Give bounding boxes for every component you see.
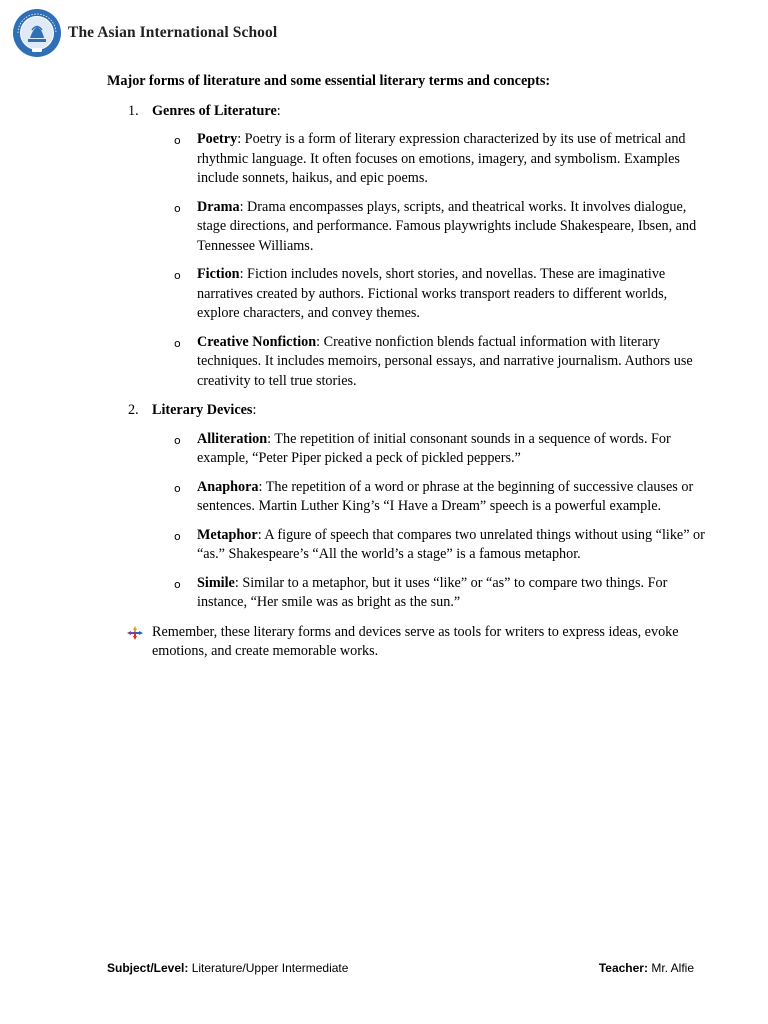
- list-item: [152, 430, 707, 469]
- list-item: [152, 478, 707, 517]
- list-item: [152, 130, 707, 189]
- document-title: Major forms of literature and some essential literary terms and concepts:: [107, 73, 551, 89]
- term: Fiction: [197, 266, 240, 282]
- term: Simile: [197, 574, 235, 591]
- list-item: [152, 198, 707, 257]
- definition: : Creative nonfiction blends factual information with literary techniques. It includes memoirs, personal essays, and narrative journalism. Authors use creativity to tell true stories.: [197, 333, 693, 389]
- section-heading-text: Genres of Literature: [152, 102, 277, 119]
- school-name: The Asian International School: [68, 24, 278, 41]
- subject-label: Subject/Level:: [107, 961, 189, 975]
- list-item: [152, 265, 707, 324]
- subject-value: Literature/Upper Intermediate: [188, 961, 349, 975]
- school-crest-logo: [12, 8, 62, 58]
- section-number: 1.: [128, 102, 139, 119]
- closing-note: [107, 623, 707, 662]
- term: Creative Nonfiction: [197, 333, 317, 350]
- note-text: Remember, these literary forms and devices serve as tools for writers to express ideas, evoke emotions, and create memorable works.: [152, 623, 679, 659]
- heading-colon: :: [276, 102, 281, 119]
- hollow-bullet-icon: o: [174, 269, 181, 282]
- page-footer: [107, 961, 694, 975]
- genre-list: [152, 130, 707, 391]
- hollow-bullet-icon: o: [174, 336, 181, 350]
- section-number: 2.: [128, 402, 139, 418]
- term: Poetry: [197, 131, 238, 147]
- hollow-bullet-icon: o: [174, 529, 181, 543]
- definition: : The repetition of a word or phrase at the beginning of successive clauses or sentences. Martin Luther King’s “I Have a Dream” speech is a powerful example.: [197, 478, 694, 514]
- section-heading: [152, 102, 707, 122]
- section-literary-devices: [107, 401, 707, 613]
- section-heading: [152, 401, 707, 421]
- hollow-bullet-icon: o: [174, 433, 181, 447]
- four-arrows-bullet-icon: [127, 626, 143, 640]
- section-genres: [107, 102, 707, 392]
- device-list: [152, 430, 707, 613]
- page-header: [12, 8, 277, 58]
- heading-colon: :: [252, 402, 257, 418]
- hollow-bullet-icon: o: [174, 577, 181, 591]
- term: Alliteration: [197, 430, 268, 447]
- footer-teacher: [599, 961, 694, 975]
- list-item: [152, 574, 707, 613]
- definition: : A figure of speech that compares two unrelated things without using “like” or “as.” Shakespeare’s “All the world’s a stage” is a famous metaphor.: [197, 526, 705, 562]
- teacher-label: Teacher:: [598, 961, 648, 975]
- definition: : The repetition of initial consonant sounds in a sequence of words. For example, “Peter Piper picked a peck of pickled peppers.”: [197, 430, 671, 466]
- hollow-bullet-icon: o: [174, 201, 181, 215]
- hollow-bullet-icon: o: [174, 481, 181, 495]
- definition: : Drama encompasses plays, scripts, and theatrical works. It involves dialogue, stage directions, and performance. Famous playwrights include Shakespeare, Ibsen, and Tennessee Williams.: [197, 198, 697, 254]
- definition: : Poetry is a form of literary expression characterized by its use of metrical and rhythmic language. It often focuses on emotions, imagery, and symbolism. Examples include sonnets, haikus, and epic poems.: [197, 131, 686, 186]
- term: Metaphor: [197, 526, 258, 543]
- teacher-value: Mr. Alfie: [647, 961, 694, 975]
- term: Drama: [197, 198, 240, 215]
- footer-subject: [107, 961, 348, 975]
- document-body: [107, 72, 707, 662]
- list-item: [152, 526, 707, 565]
- term: Anaphora: [197, 478, 259, 495]
- hollow-bullet-icon: o: [174, 134, 181, 147]
- definition: : Similar to a metaphor, but it uses “like” or “as” to compare two things. For instance, “Her smile was as bright as the sun.”: [197, 574, 668, 610]
- definition: : Fiction includes novels, short stories, and novellas. These are imaginative narratives created by authors. Fictional works transport readers to different worlds, explore characters, and convey themes.: [197, 266, 668, 321]
- list-item: [152, 333, 707, 392]
- section-heading-text: Literary Devices: [152, 402, 253, 418]
